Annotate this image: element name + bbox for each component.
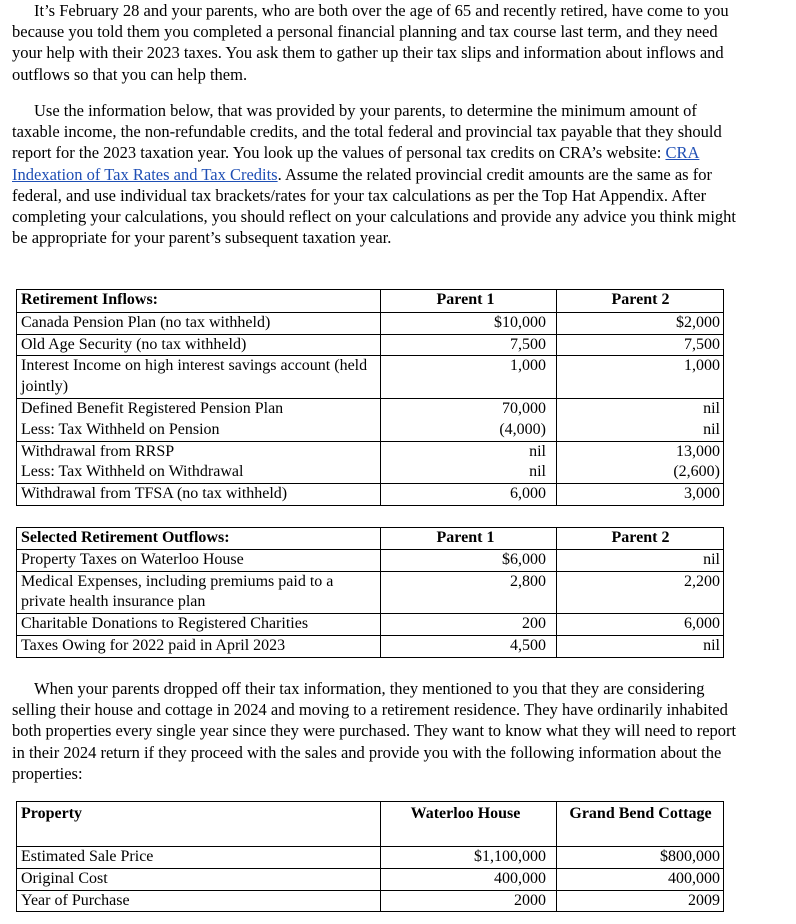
grand-bend-cottage-header: Grand Bend Cottage: [557, 802, 724, 847]
parent-2-header: Parent 2: [557, 528, 724, 550]
table-row: Less: Tax Withheld on Withdrawal nil (2,600): [17, 462, 724, 483]
table-row: Canada Pension Plan (no tax withheld) $10,000 $2,000: [17, 312, 724, 334]
property-sale-paragraph: When your parents dropped off their tax information, they mentioned to you that they are considering selling their house and cottage in 2024 and moving to a retirement residence. They have ordinarily inhabited both properties every single year since they were purchased. They want to know what they will need to report in their 2024 return if they proceed with the sales and provide you with the following information about the properties:: [12, 679, 737, 783]
table-row: Property Taxes on Waterloo House $6,000 nil: [17, 549, 724, 571]
parent-1-header: Parent 1: [381, 528, 557, 550]
intro-paragraph-2: Use the information below, that was provided by your parents, to determine the minimum amount of taxable income, the non-refundable credits, and the total federal and provincial tax payable that they should report for the 2023 taxation year. You look up the values of personal tax credits on CRA’s website: CRA Indexation of Tax Rates and Tax Credits. Assume the related provincial credit amounts are the same as for federal, and use individual tax brackets/rates for your tax calculations as per the Top Hat Appendix. After completing your calculations, you should reflect on your calculations and provide any advice you think might be appropriate for your parent’s subsequent taxation year.: [12, 101, 736, 248]
table-row: Estimated Sale Price $1,100,000 $800,000: [17, 847, 724, 869]
table-row: Withdrawal from RRSP nil 13,000: [17, 441, 724, 462]
intro-paragraph-1: It’s February 28 and your parents, who are both over the age of 65 and recently retired, have come to you because you told them you completed a personal financial planning and tax course last term, and they need your help with their 2023 taxes. You ask them to gather up their tax slips and information about inflows and outflows so that you can help them.: [12, 1, 729, 84]
properties-table: [16, 801, 724, 912]
table-row: Withdrawal from TFSA (no tax withheld) 6,000 3,000: [17, 484, 724, 506]
waterloo-house-header: Waterloo House: [381, 802, 557, 847]
cra-indexation-link[interactable]: CRA Indexation of Tax Rates and Tax Credits: [12, 143, 700, 184]
table-row: Taxes Owing for 2022 paid in April 2023 4,500 nil: [17, 635, 724, 657]
retirement-outflows-table: [16, 527, 724, 658]
property-header: Property: [17, 802, 381, 847]
table-header-row: [17, 290, 724, 313]
table-row: Charitable Donations to Registered Charities 200 6,000: [17, 614, 724, 636]
inflows-header: Retirement Inflows:: [17, 290, 381, 313]
retirement-inflows-table: [16, 289, 724, 506]
table-row: Old Age Security (no tax withheld) 7,500 7,500: [17, 334, 724, 356]
outflows-header: Selected Retirement Outflows:: [17, 528, 381, 550]
parent-2-header: Parent 2: [557, 290, 724, 313]
table-row: Defined Benefit Registered Pension Plan 70,000 nil: [17, 398, 724, 419]
table-row: Original Cost 400,000 400,000: [17, 868, 724, 890]
table-header-row: [17, 802, 724, 847]
table-row: Year of Purchase 2000 2009: [17, 890, 724, 912]
table-row: Less: Tax Withheld on Pension (4,000) nil: [17, 420, 724, 441]
parent-1-header: Parent 1: [381, 290, 557, 313]
table-row: Interest Income on high interest savings account (held jointly) 1,000 1,000: [17, 356, 724, 399]
table-row: Medical Expenses, including premiums paid to a private health insurance plan 2,800 2,200: [17, 571, 724, 614]
table-header-row: [17, 528, 724, 550]
